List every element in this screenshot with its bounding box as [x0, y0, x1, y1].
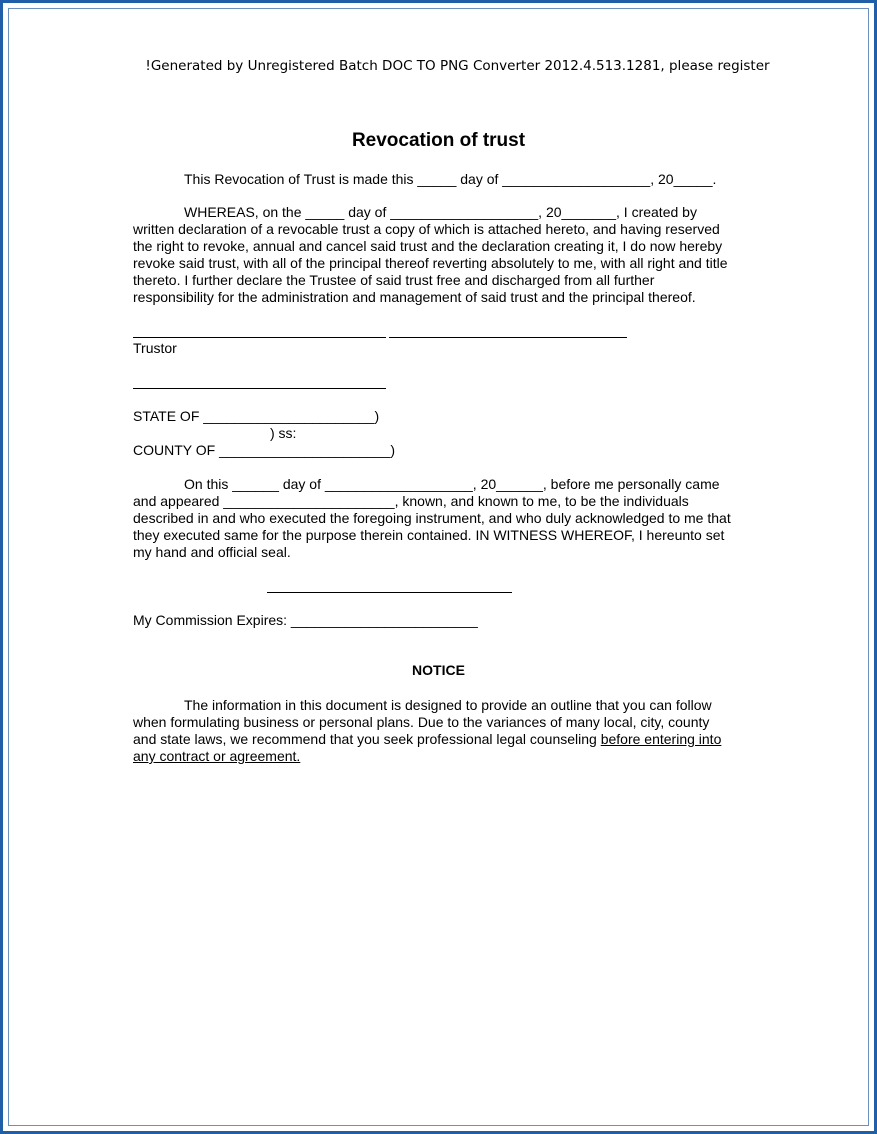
trustor-label: Trustor	[133, 340, 177, 356]
state-of-line: STATE OF ______________________)	[133, 408, 380, 424]
notice-heading: NOTICE	[412, 662, 465, 678]
county-of-line: COUNTY OF ______________________)	[133, 442, 396, 458]
intro-line: This Revocation of Trust is made this _____ day of ___________________, 20_____.	[184, 171, 717, 187]
ss-line: ) ss:	[270, 425, 297, 441]
notice-line-3	[133, 731, 721, 748]
acknowledgment-line-1: On this ______ day of ___________________, 20______, before me personally came	[184, 476, 720, 492]
trustor-additional-signature-line	[133, 388, 386, 389]
notice-line-2: when formulating business or personal plans. Due to the variances of many local, city, county	[133, 714, 710, 730]
notary-signature-line	[267, 592, 512, 593]
notice-line-3-text: and state laws, we recommend that you seek professional legal counseling	[133, 731, 601, 747]
whereas-line-3: the right to revoke, annual and cancel said trust and the declaration creating it, I do now hereby	[133, 238, 723, 254]
document-title: Revocation of trust	[351, 130, 526, 151]
acknowledgment-line-5: my hand and official seal.	[133, 544, 291, 560]
converter-watermark: !Generated by Unregistered Batch DOC TO PNG Converter 2012.4.513.1281, please register	[145, 58, 770, 74]
notice-underlined-text-1: before entering into	[600, 731, 722, 747]
commission-expires-line: My Commission Expires: ________________________	[133, 612, 478, 628]
acknowledgment-line-4: they executed same for the purpose therein contained. IN WITNESS WHEREOF, I hereunto set	[133, 527, 725, 543]
whereas-line-2: written declaration of a revocable trust a copy of which is attached hereto, and having reserved	[133, 221, 720, 237]
whereas-line-4: revoke said trust, with all of the principal thereof reverting absolutely to me, with all right and title	[133, 255, 728, 271]
notice-line-1: The information in this document is designed to provide an outline that you can follow	[184, 697, 712, 713]
notice-underlined-text-2: any contract or agreement.	[133, 748, 301, 764]
trustor-second-signature-line	[389, 337, 627, 338]
acknowledgment-line-2: and appeared ______________________, known, and known to me, to be the individuals	[133, 493, 689, 509]
whereas-line-5: thereto. I further declare the Trustee of said trust free and discharged from all further	[133, 272, 655, 288]
whereas-line-6: responsibility for the administration and management of said trust and the principal thereof.	[133, 289, 696, 305]
acknowledgment-line-3: described in and who executed the foregoing instrument, and who duly acknowledged to me that	[133, 510, 731, 526]
whereas-line-1: WHEREAS, on the _____ day of ___________________, 20_______, I created by	[184, 204, 697, 220]
trustor-signature-line	[133, 337, 386, 338]
